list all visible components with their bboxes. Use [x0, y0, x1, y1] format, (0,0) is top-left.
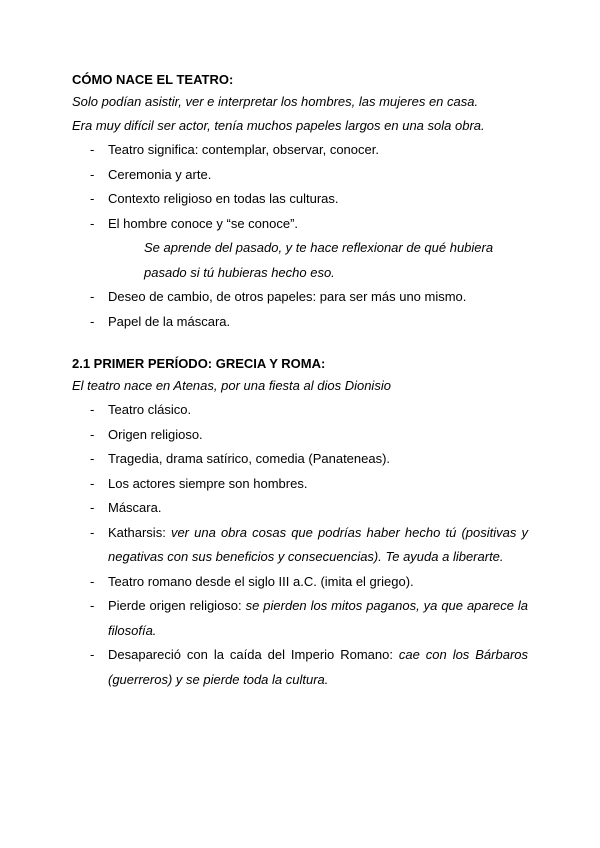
dash-marker: -: [90, 313, 95, 329]
list-item-desaparecio: [72, 643, 528, 692]
section-heading: 2.1 PRIMER PERÍODO: GRECIA Y ROMA:: [72, 356, 326, 371]
dash-marker: -: [90, 451, 95, 466]
list-item: [72, 187, 528, 212]
dash-marker: -: [90, 598, 95, 613]
section-como-nace: [72, 70, 528, 334]
list-item: [72, 447, 528, 472]
list-item-pierde: [72, 594, 528, 643]
dash-marker: -: [90, 426, 95, 442]
dash-marker: -: [90, 289, 95, 304]
list-item-italic-text: se pierden los mitos paganos, ya que aparece la filosofía.: [108, 598, 529, 638]
list-item: [72, 570, 528, 595]
list-item-italic-text: cae con los Bárbaros (guerreros) y se pierde toda la cultura.: [108, 647, 528, 687]
bullet-list: [72, 285, 528, 334]
list-item-label: Desapareció con la caída del Imperio Romano:: [108, 647, 399, 662]
bullet-list: [72, 398, 528, 692]
dash-marker: -: [90, 475, 95, 491]
list-item: [72, 472, 528, 497]
list-item: [72, 310, 528, 335]
list-item: [72, 496, 528, 521]
list-item-text: Teatro clásico.: [108, 402, 192, 417]
list-item: [72, 138, 528, 163]
list-item: [72, 212, 528, 237]
list-item: [72, 398, 528, 423]
list-item-text: Los actores siempre son hombres.: [108, 475, 308, 491]
intro-line: El teatro nace en Atenas, por una fiesta al dios Dionisio: [72, 378, 391, 393]
list-item: [72, 163, 528, 188]
section-heading: CÓMO NACE EL TEATRO:: [72, 72, 234, 87]
list-item-italic-text: ver una obra cosas que podrías haber hecho tú (positivas y negativas con sus beneficios y consecuencias). Te ayuda a liberarte.: [108, 524, 528, 564]
list-item-text: Teatro romano desde el siglo III a.C. (imita el griego).: [108, 573, 414, 589]
dash-marker: -: [90, 215, 95, 231]
dash-marker: -: [90, 500, 95, 515]
list-item-text: Teatro significa: contemplar, observar, conocer.: [108, 142, 379, 157]
dash-marker: -: [90, 524, 95, 540]
sub-note: Se aprende del pasado, y te hace reflexionar de qué hubiera pasado si tú hubieras hecho eso.: [144, 240, 494, 280]
list-item-label: Pierde origen religioso:: [108, 598, 246, 613]
list-item-text: Ceremonia y arte.: [108, 166, 212, 182]
dash-marker: -: [90, 647, 95, 662]
dash-marker: -: [90, 166, 95, 182]
bullet-list: [72, 138, 528, 236]
list-item-text: Papel de la máscara.: [108, 313, 231, 329]
dash-marker: -: [90, 191, 95, 206]
document-content: [72, 70, 528, 692]
list-item-text: El hombre conoce y “se conoce”.: [108, 215, 299, 231]
dash-marker: -: [90, 142, 95, 157]
list-item: [72, 423, 528, 448]
list-item: [72, 285, 528, 310]
list-item-katharsis: [72, 521, 528, 570]
intro-line: Solo podían asistir, ver e interpretar los hombres, las mujeres en casa.: [72, 94, 479, 109]
list-item-text: Deseo de cambio, de otros papeles: para ser más uno mismo.: [108, 289, 467, 304]
list-item-text: Contexto religioso en todas las culturas.: [108, 191, 339, 206]
list-item-label: Katharsis:: [108, 524, 171, 540]
section-grecia-roma: [72, 354, 528, 692]
list-item-text: Máscara.: [108, 500, 162, 515]
intro-line: Era muy difícil ser actor, tenía muchos papeles largos en una sola obra.: [72, 118, 485, 133]
dash-marker: -: [90, 402, 95, 417]
list-item-text: Tragedia, drama satírico, comedia (Panateneas).: [108, 451, 391, 466]
dash-marker: -: [90, 573, 95, 589]
list-item-text: Origen religioso.: [108, 426, 203, 442]
